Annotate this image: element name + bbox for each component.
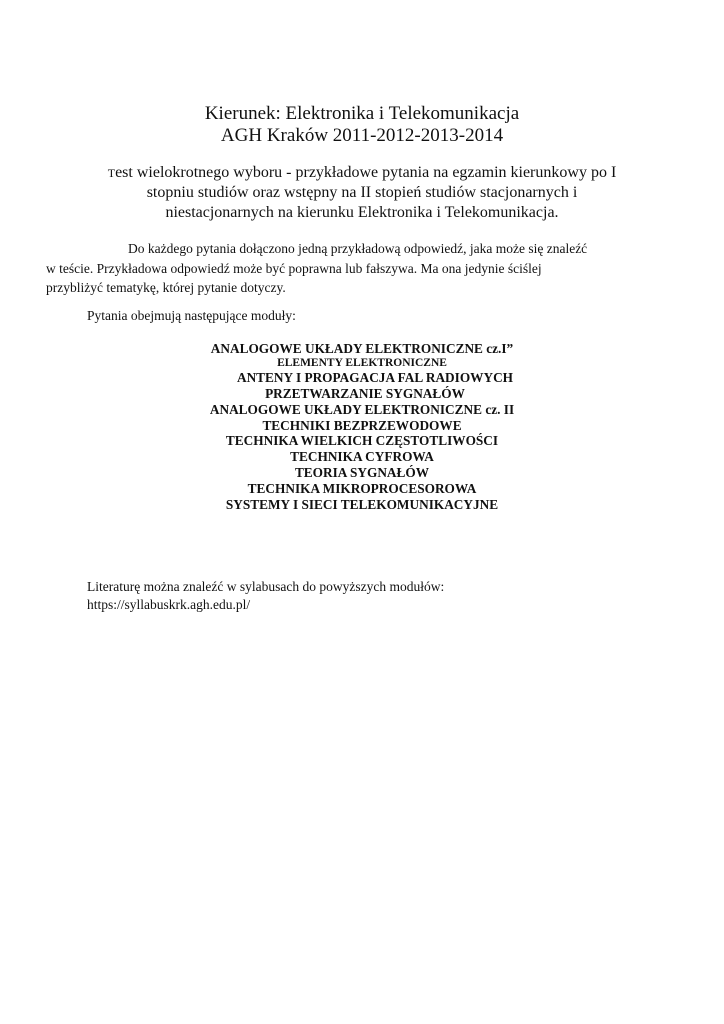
modules-label: Pytania obejmują następujące moduły: — [87, 308, 296, 323]
syllabus-link[interactable]: https://syllabuskrk.agh.edu.pl/ — [87, 597, 251, 612]
subtitle-first-letter: T — [107, 166, 116, 180]
subtitle-line-2: stopniu studiów oraz wstępny na II stopień studiów stacjonarnych i — [146, 184, 578, 201]
module-item: TECHNIKA CYFROWA — [290, 449, 434, 465]
module-item: TEORIA SYGNAŁÓW — [294, 465, 430, 481]
module-item: TECHNIKA MIKROPROCESOROWA — [247, 480, 477, 496]
subtitle-line-1 — [80, 163, 644, 183]
modules-list — [0, 341, 724, 512]
module-item: PRZETWARZANIE SYGNAŁÓW — [265, 386, 465, 402]
literature-text: Literaturę można znaleźć w sylabusach do powyższych modułów: — [87, 579, 445, 594]
title-line-program: Kierunek: Elektronika i Telekomunikacja — [204, 103, 520, 124]
module-item: TECHNIKI BEZPRZEWODOWE — [262, 417, 462, 433]
module-item: SYSTEMY I SIECI TELEKOMUNIKACYJNE — [225, 496, 499, 512]
module-item: ANALOGOWE UKŁADY ELEKTRONICZNE cz. II — [209, 401, 515, 417]
module-item: TECHNIKA WIELKICH CZĘSTOTLIWOŚCI — [225, 433, 499, 449]
title-line-university: AGH Kraków 2011-2012-2013-2014 — [220, 125, 504, 146]
subtitle-line-3: niestacjonarnych na kierunku Elektronika i Telekomunikacja. — [165, 204, 559, 221]
intro-line-1: Do każdego pytania dołączono jedną przykładową odpowiedź, jaka może się znaleźć — [128, 241, 588, 256]
literature-note — [87, 578, 647, 614]
intro-paragraph — [46, 239, 647, 298]
module-item: ELEMENTY ELEKTRONICZNE — [277, 356, 447, 369]
document-subtitle — [80, 163, 644, 223]
document-title — [0, 103, 724, 147]
intro-line-3: przybliżyć tematykę, której pytanie dotyczy. — [46, 280, 286, 295]
module-item: ANTENY I PROPAGACJA FAL RADIOWYCH — [236, 370, 514, 386]
subtitle-line-1-text: est wielokrotnego wyboru - przykładowe pytania na egzamin kierunkowy po I — [115, 164, 617, 181]
module-item: ANALOGOWE UKŁADY ELEKTRONICZNE cz.I” — [210, 341, 514, 356]
intro-line-2: w teście. Przykładowa odpowiedź może być poprawna lub fałszywa. Ma ona jedynie ściślej — [46, 260, 542, 276]
